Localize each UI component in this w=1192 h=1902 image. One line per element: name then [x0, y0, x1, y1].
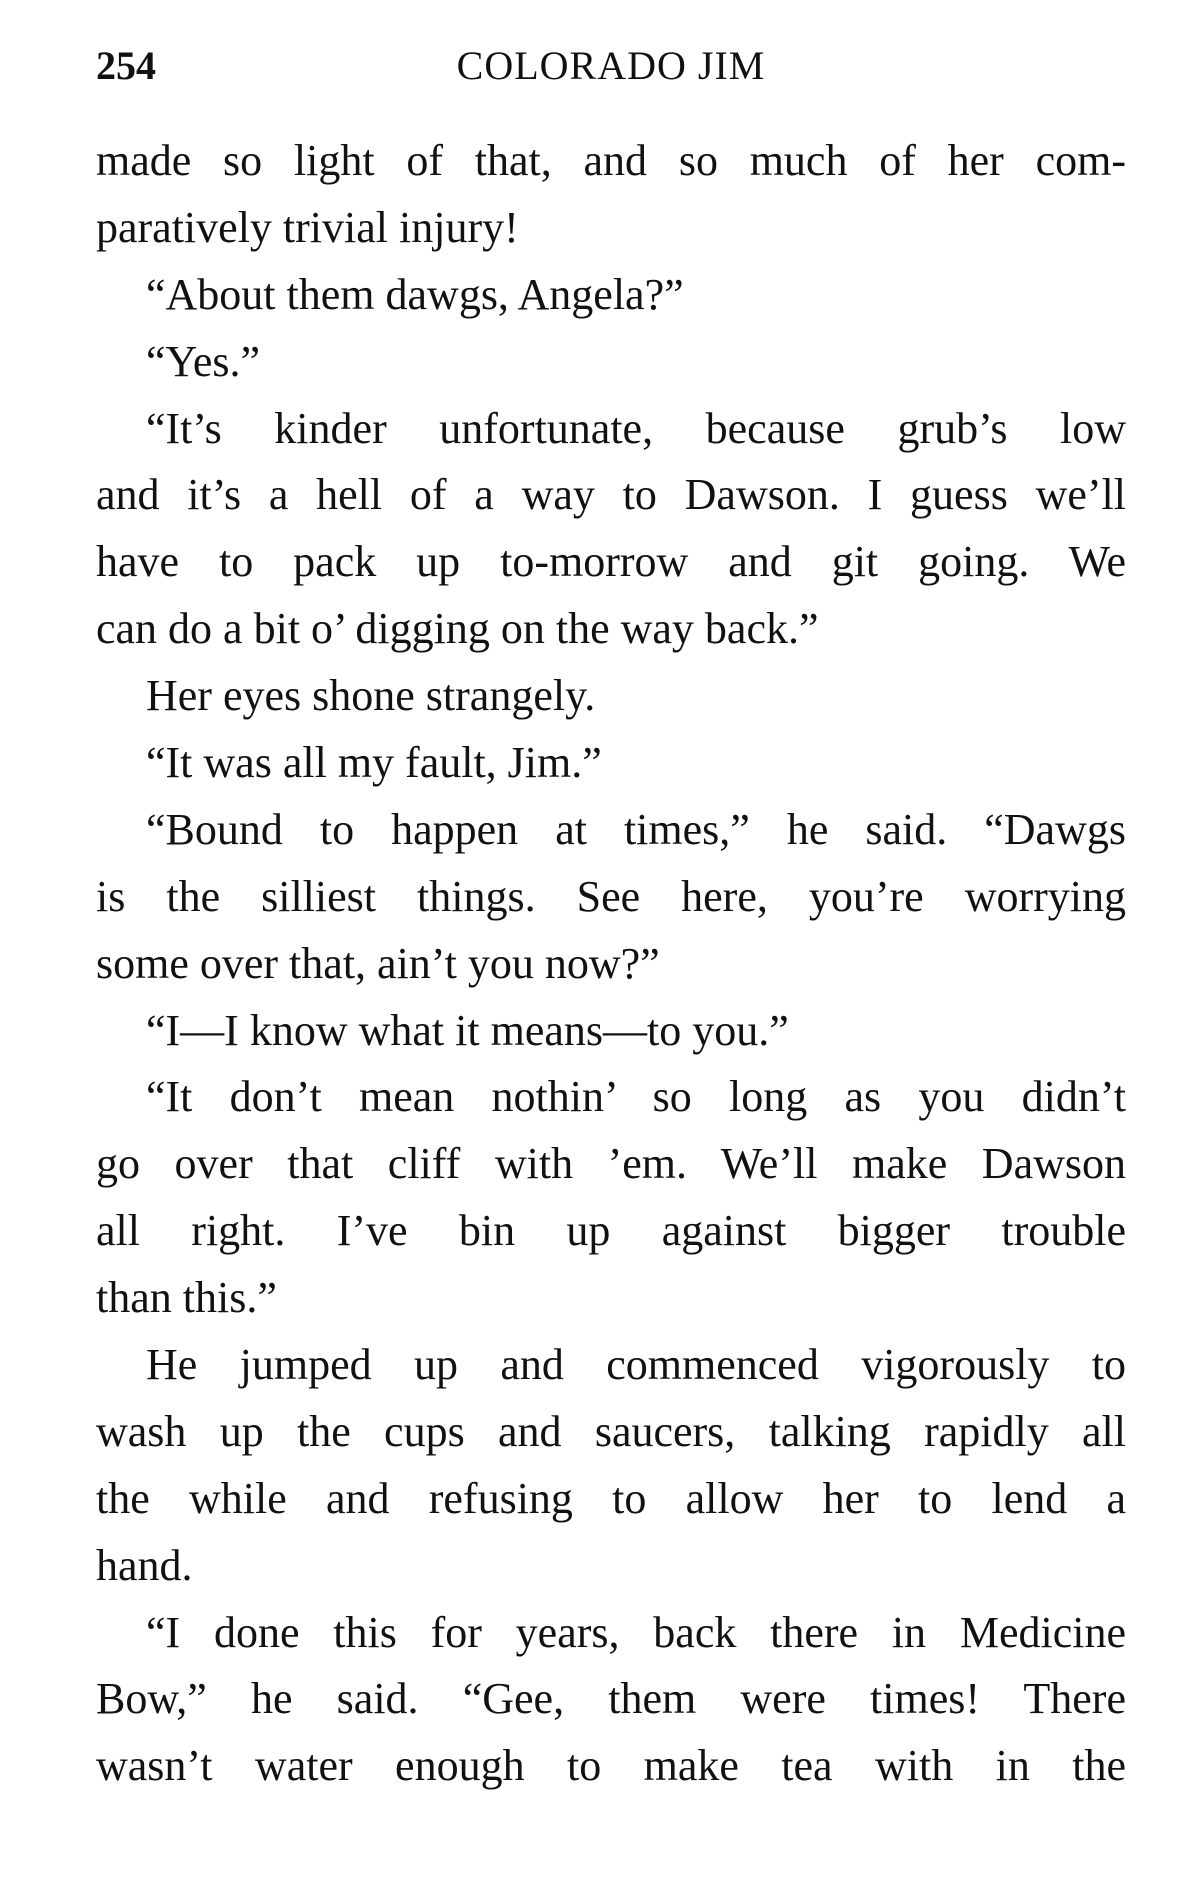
text-line: “About them dawgs, Angela?”: [146, 269, 684, 319]
text-line: Her eyes shone strangely.: [146, 671, 596, 721]
text-line: can do a bit o’ digging on the way back.”: [96, 604, 819, 654]
text-line: Bow,” he said. “Gee, them were times! There: [96, 1674, 1126, 1724]
page-number: 254: [96, 43, 156, 88]
text-line: hand.: [96, 1540, 193, 1590]
text-line: made so light of that, and so much of her com-: [96, 136, 1126, 185]
text-line: “Bound to happen at times,” he said. “Dawgs: [146, 804, 1126, 854]
text-line: is the silliest things. See here, you’re worrying: [96, 871, 1126, 921]
text-line: than this.”: [96, 1273, 277, 1323]
text-line: He jumped up and commenced vigorously to: [146, 1340, 1126, 1390]
body-text: [96, 128, 1126, 1800]
running-head: [96, 38, 1126, 94]
text-line: “It don’t mean nothin’ so long as you didn’t: [146, 1072, 1126, 1122]
text-line: have to pack up to-morrow and git going. We: [96, 537, 1126, 587]
text-line: some over that, ain’t you now?”: [96, 938, 660, 988]
text-line: and it’s a hell of a way to Dawson. I guess we’ll: [96, 470, 1126, 520]
text-line: the while and refusing to allow her to lend a: [96, 1473, 1126, 1523]
text-line: “Yes.”: [146, 336, 261, 386]
text-line: “I—I know what it means—to you.”: [146, 1005, 789, 1055]
text-line: all right. I’ve bin up against bigger trouble: [96, 1206, 1126, 1256]
book-title: COLORADO JIM: [456, 43, 766, 88]
text-line: paratively trivial injury!: [96, 202, 519, 252]
text-line: wash up the cups and saucers, talking rapidly all: [96, 1406, 1126, 1456]
text-line: “It’s kinder unfortunate, because grub’s low: [146, 403, 1126, 453]
text-line: “I done this for years, back there in Medicine: [146, 1607, 1126, 1657]
text-line: go over that cliff with ’em. We’ll make Dawson: [96, 1139, 1126, 1189]
text-line: wasn’t water enough to make tea with in the: [96, 1741, 1126, 1791]
text-line: “It was all my fault, Jim.”: [146, 738, 602, 788]
